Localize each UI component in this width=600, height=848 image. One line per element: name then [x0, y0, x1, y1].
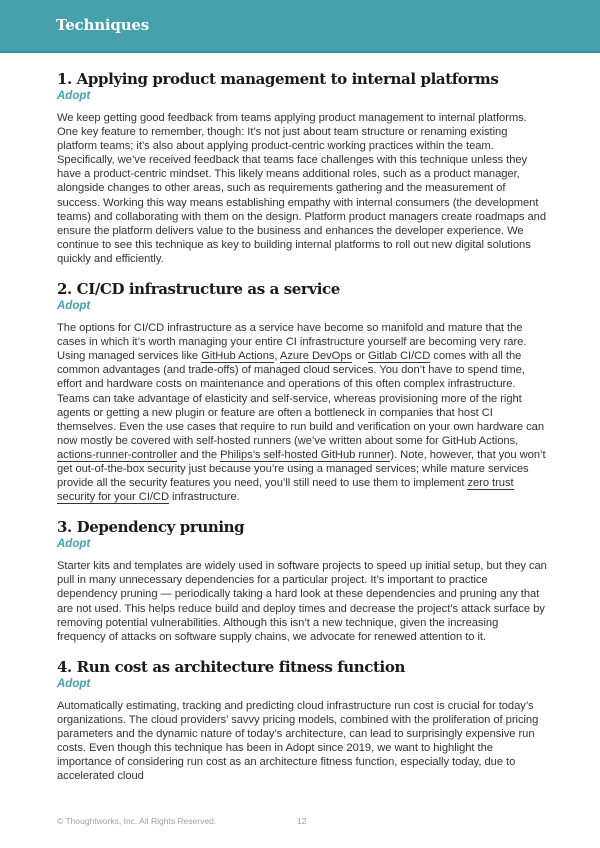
technique-section-3 [57, 518, 547, 644]
body-text-fragment: comes with all the common advantages (and trade-offs) of managed cloud services. You don’t have to spend time, effort and hardware costs on maintenance and operations of this often complex infrastructure. Teams can take advantage of elasticity and self-service, whereas provisioning more of the right agents or getting a new plugin or feature are often a bottleneck in companies that host CI themselves. Even the use cases that require to run build and verification on your own hardware can now mostly be covered with self-hosted runners (we’ve written about some for GitHub Actions, [57, 350, 545, 447]
ring-label: Adopt [57, 538, 91, 551]
link-zero-trust-security-cicd[interactable]: zero trust security for your CI/CD [57, 477, 514, 504]
page-number: 12 [297, 816, 307, 826]
link-actions-runner-controller[interactable]: actions-runner-controller [57, 448, 177, 461]
body-text-fragment: or [352, 350, 369, 363]
copyright-text: © Thoughtworks, Inc. All Rights Reserved. [57, 816, 217, 826]
section-body [57, 321, 547, 504]
section-body: Automatically estimating, tracking and predicting cloud infrastructure run cost is crucial for today’s organizations. The cloud providers’ savvy pricing models, combined with the proliferation of pricing parameters and the dynamic nature of today’s architecture, can lead to surprisingly expensive run costs. Even though this technique has been in Adopt since 2019, we want to highlight the importance of considering run cost as an architecture fitness function, especially today, due to accelerated cloud [57, 699, 539, 783]
body-text-fragment: , [274, 350, 280, 363]
technique-section-1 [57, 70, 547, 266]
link-gitlab-cicd[interactable]: Gitlab CI/CD [368, 350, 431, 363]
section-title: 3. Dependency pruning [57, 518, 245, 537]
ring-label: Adopt [57, 90, 91, 102]
link-azure-devops[interactable]: Azure DevOps [279, 350, 353, 363]
section-header-band [0, 0, 600, 53]
section-title: 1. Applying product management to internal platforms [57, 70, 499, 88]
ring-label: Adopt [57, 300, 91, 313]
document-content [57, 70, 547, 797]
section-body: Starter kits and templates are widely used in software projects to speed up initial setup, but they can pull in many unnecessary dependencies for a particular project. It’s important to practice dependency pruning — periodically taking a hard look at these dependencies and pruning any that are not used. This helps reduce build and deploy times and decrease the project’s attack surface by removing potential vulnerabilities. Although this isn’t a new technique, given the increasing frequency of attacks on software supply chains, we advocate for renewed attention to it. [57, 560, 547, 643]
technique-section-2 [57, 280, 547, 504]
body-text-fragment: infrastructure. [169, 491, 240, 504]
page-category-title: Techniques [56, 16, 150, 34]
page-footer [57, 816, 547, 826]
body-text-fragment: and the [177, 448, 221, 461]
technique-section-4 [57, 658, 547, 784]
link-github-actions[interactable]: GitHub Actions [201, 350, 275, 363]
link-philips-self-hosted-runner[interactable]: Philips’s self-hosted GitHub runner [220, 448, 391, 461]
ring-label: Adopt [57, 677, 91, 690]
section-body: We keep getting good feedback from teams applying product management to internal platforms. One key feature to remember, though: It’s not just about team structure or renaming existing platform teams; it’s also about applying product-centric working practices within the team. Specifically, we’ve received feedback that teams face challenges with this technique unless they have a product-centric mindset. This likely means additional roles, such as a product manager, alongside changes to other areas, such as requirements gathering and the measurement of success. Working this way means establishing empathy with internal consumers (the development teams) and collaborating with them on the design. Platform product managers create roadmaps and ensure the platform delivers value to the business and enhances the developer experience. We continue to see this technique as key to building internal platforms to roll out new digital solutions quickly and efficiently. [57, 112, 547, 265]
body-text-fragment: ). Note, however, that you won’t get out-of-the-box security just because you’re using a managed services; while mature services provide all the security features you need, you’ll still need to use them to implement [57, 448, 546, 490]
section-title: 2. CI/CD infrastructure as a service [57, 280, 340, 299]
body-text-fragment: The options for CI/CD infrastructure as a service have become so manifold and mature that the cases in which it’s worth managing your entire CI infrastructure yourself are becoming very rare. Using managed services like [57, 322, 527, 363]
section-title: 4. Run cost as architecture fitness function [57, 657, 405, 676]
